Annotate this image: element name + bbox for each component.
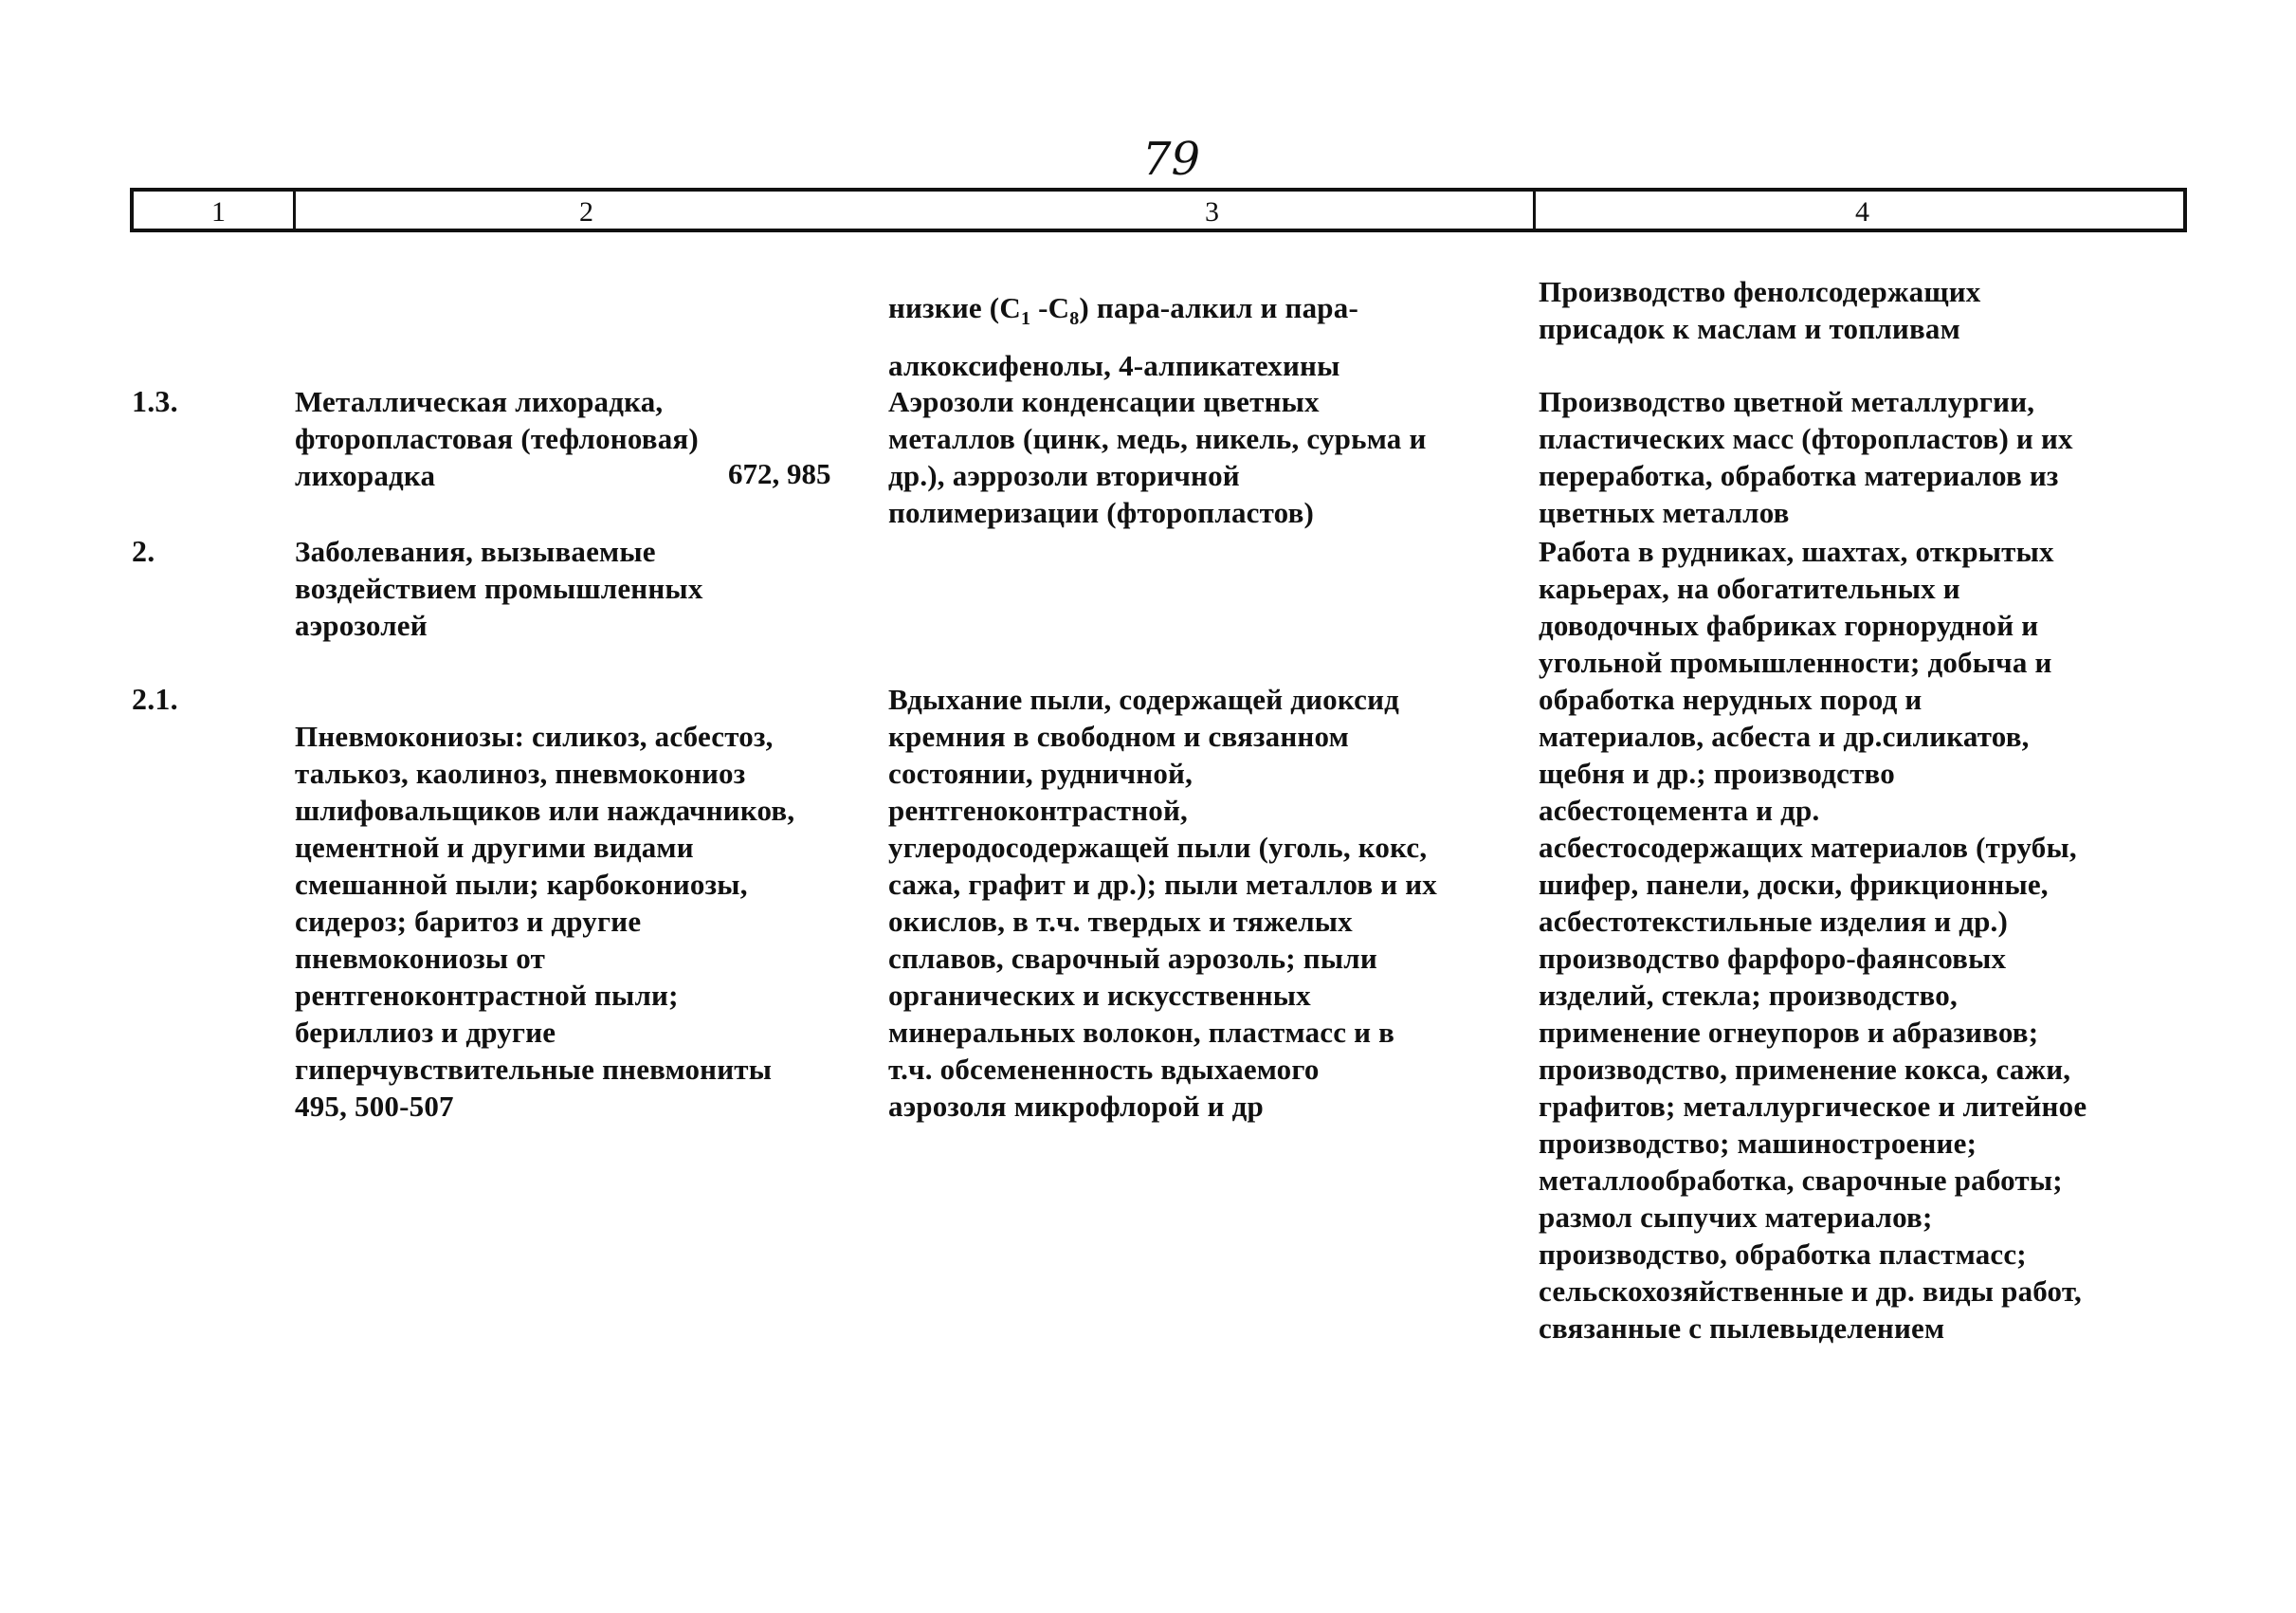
row-1-3-industries: Производство цветной металлургии, пластических масс (фторопластов) и их переработка, обработка материалов из цветных металлов: [1539, 385, 2073, 529]
row-1-3-factor: Аэрозоли конденсации цветных металлов (цинк, медь, никель, сурьма и др.), аэррозоли вторичной полимеризации (фторопластов): [888, 385, 1427, 529]
continuation-col3: низкие ($C_1$ $-C_8$) пара-алкил и пара-: [888, 291, 1358, 330]
column-header-1: 1: [211, 196, 226, 228]
row-1-3-disease: Металлическая лихорадка, фторопластовая (тефлоновая) лихорадка: [295, 385, 699, 492]
column-header-3: 3: [1205, 196, 1219, 228]
row-1-3-refs: 672, 985: [728, 457, 831, 490]
column-header-4: 4: [1855, 196, 1869, 228]
page-number: 79: [1142, 133, 1201, 186]
row-number-1-3: 1.3.: [132, 384, 178, 418]
row-2-1-disease: Пневмокониозы: силикоз, асбестоз, талькоз, каолиноз, пневмокониоз шлифовальщиков или наждачников, цементной и другими видами смешанной пыли; карбокониозы, сидероз; баритоз и другие пневмокониозы от рентгеноконтрастной пыли; бериллиоз и другие гиперчувствительные пневмониты 495, 500-507: [295, 720, 795, 1123]
row-number-2: 2.: [132, 534, 155, 568]
row-2-industries: Работа в рудниках, шахтах, открытых карьерах, на обогатительных и доводочных фабриках горнорудной и угольной промышленности; добыча и обработка нерудных пород и материалов, асбеста и др.силикатов, щебня и др.; производство асбестоцемента и др. асбестосодержащих материалов (трубы, шифер, панели, доски, фрикционные, асбестотекстильные изделия и др.) производство фарфоро-фаянсовых изделий, стекла; производство, применение огнеупоров и абразивов; производство, применение кокса, сажи, графитов; металлургическое и литейное производство; машиностроение; металлообработка, сварочные работы; размол сыпучих материалов; производство, обработка пластмасс; сельскохозяйственные и др. виды работ, связанные с пылевыделением: [1539, 535, 2087, 1345]
row-2-disease: Заболевания, вызываемые воздействием промышленных аэрозолей: [295, 535, 703, 642]
row-number-2-1: 2.1.: [132, 682, 178, 716]
column-header-2: 2: [579, 196, 593, 228]
row-2-1-factor: Вдыхание пыли, содержащей диоксид кремния в свободном и связанном состоянии, рудничной, рентгеноконтрастной, углеродосодержащей пыли (уголь, кокс, сажа, графит и др.); пыли металлов и их окислов, в т.ч. твердых и тяжелых сплавов, сварочный аэрозоль; пыли органических и искусственных минеральных волокон, пластмасс и в т.ч. обсемененность вдыхаемого аэрозоля микрофлорой и др: [888, 683, 1437, 1123]
continuation-col3-line2: алкоксифенолы, 4-алпикатехины: [888, 349, 1340, 382]
column-divider: [1533, 192, 1536, 229]
continuation-col4: Производство фенолсодержащих присадок к маслам и топливам: [1539, 275, 1981, 345]
column-divider: [293, 192, 296, 229]
column-header-row: [130, 188, 2187, 232]
